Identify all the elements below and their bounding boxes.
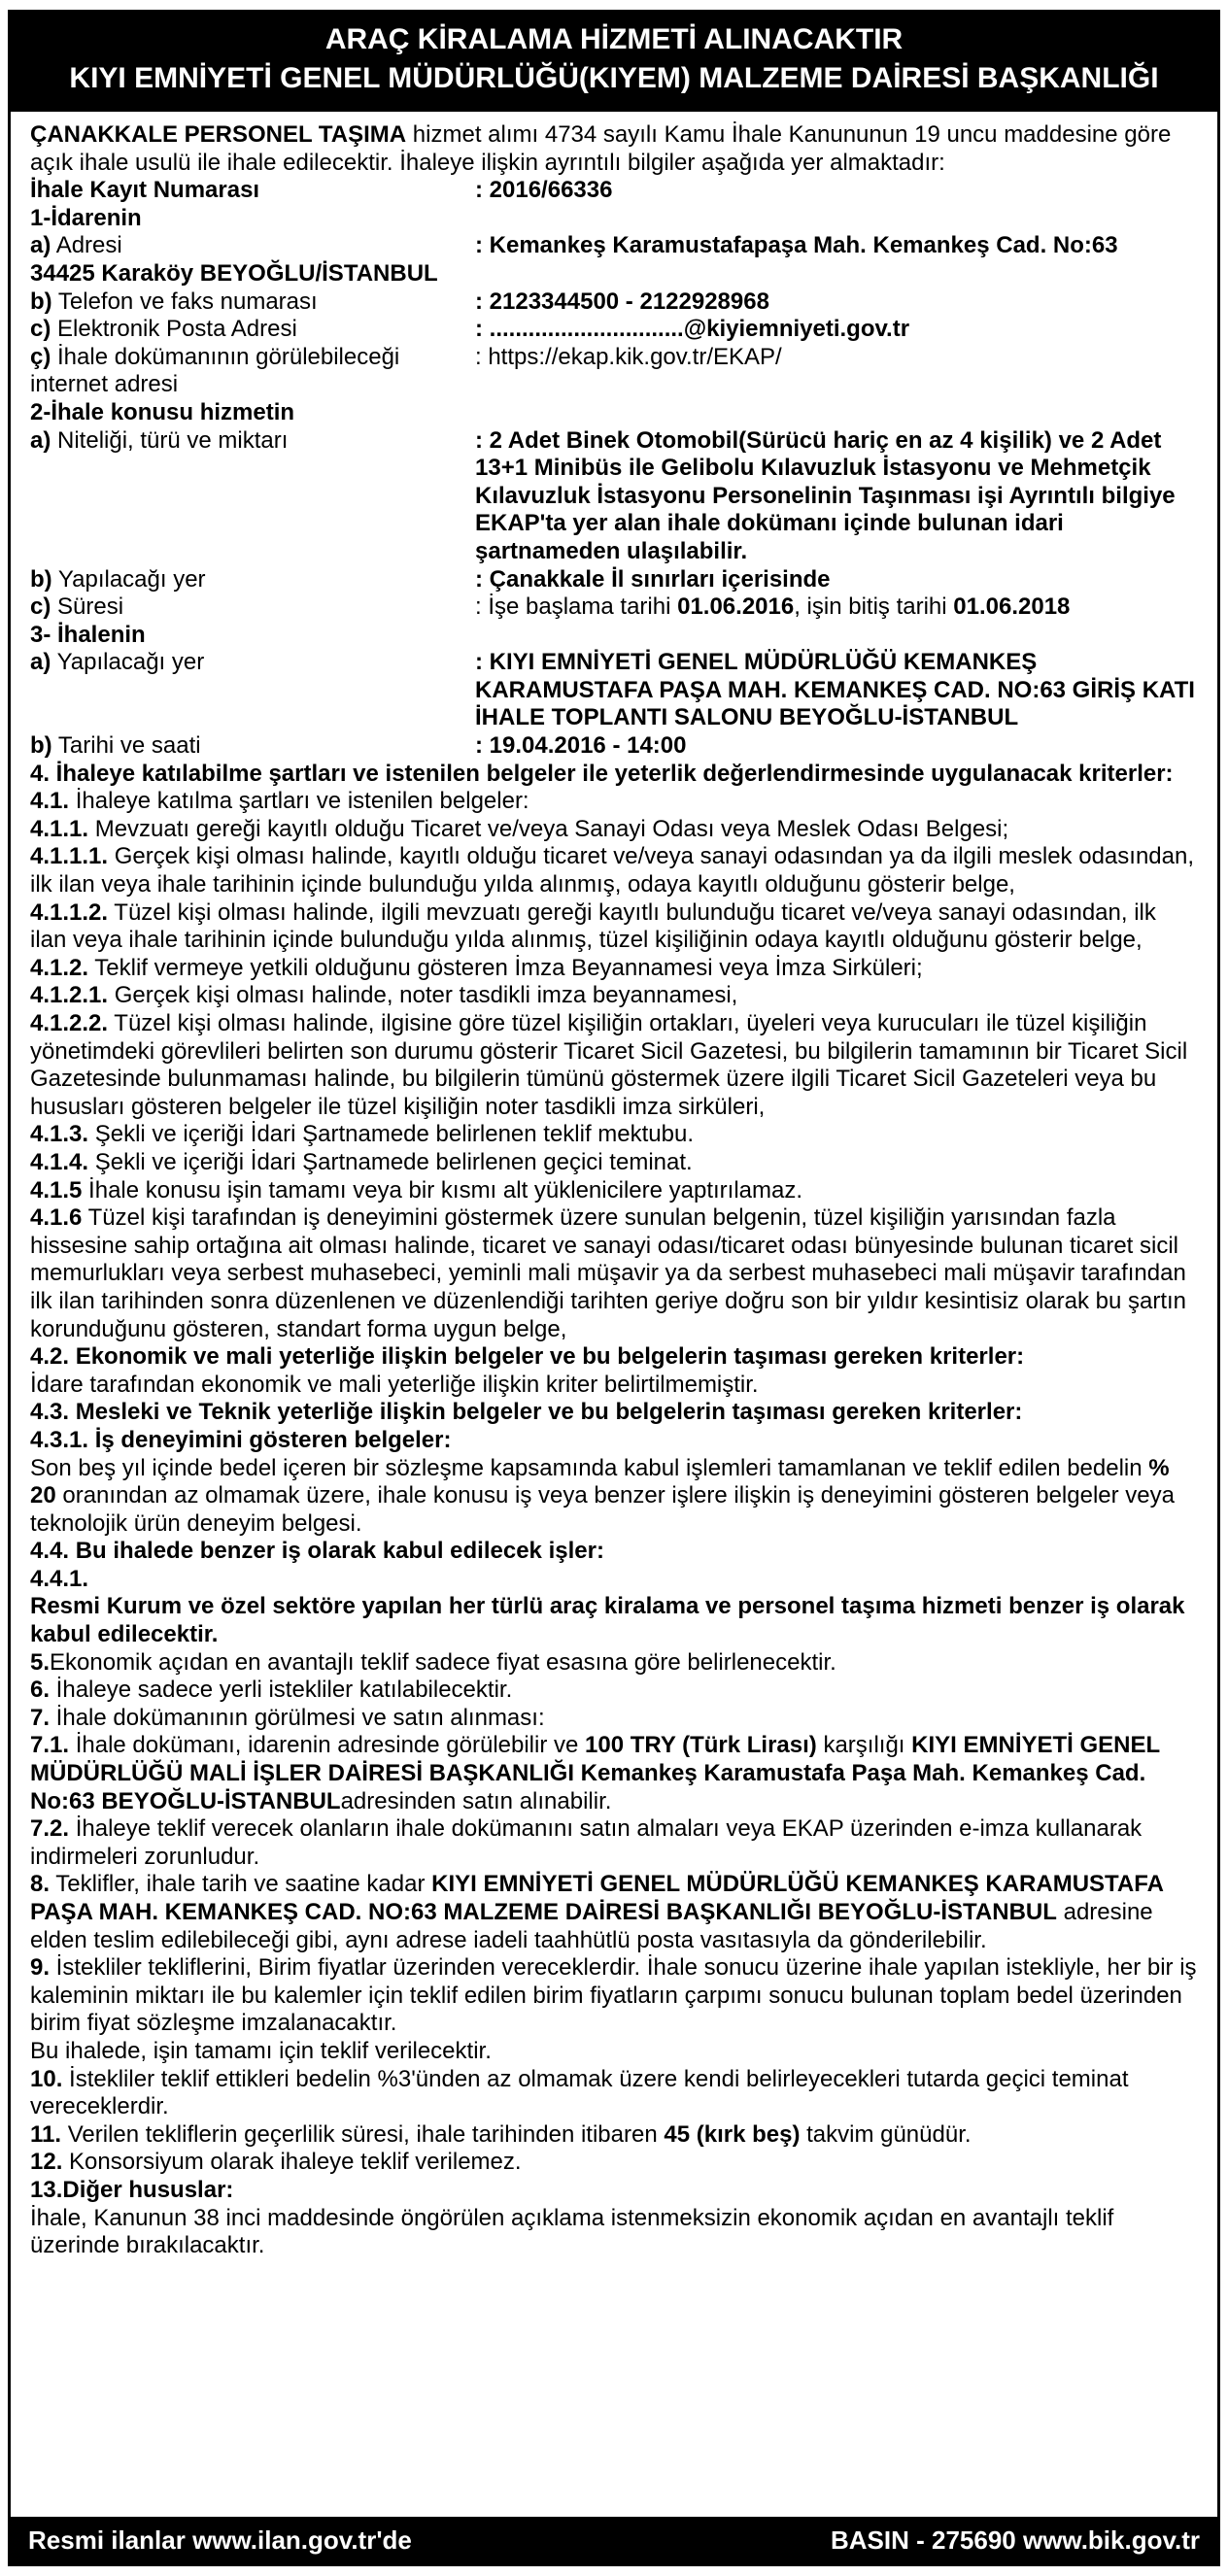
announcement-body — [11, 112, 1217, 2260]
tender-location-label: Yapılacağı yer — [51, 649, 205, 676]
clause-13-text: İhale, Kanunun 38 inci maddesinde öngörülen açıklama istenmeksizin ekonomik açıdan en avantajlı teklif üzerinde bırakılacaktır. — [30, 2204, 1114, 2259]
clause-5: 5.Ekonomik açıdan en avantajlı teklif sadece fiyat esasına göre belirlenecektir. — [30, 1648, 836, 1676]
clause-4-1-6: 4.1.6 Tüzel kişi tarafından iş deneyimini göstermek üzere sunulan belgenin, tüzel kişiliğin yarısından fazla hissesine sahip ortağına ait olması halinde, ticaret ve sanayi odası/ticaret odası bünyesinde bulunan ticaret sicil memurlukları veya serbest muhasebeci, yeminli mali müşavir ya da serbest muhasebeci mali müşavir tarafından ilk ilan tarihinden sonra düzenlenen ve düzenlendiği tarihten geriye doğru son bir yıldır kesintisiz olarak bu şartın korunduğunu gösteren, standart forma uygun belge, — [30, 1204, 1187, 1342]
clause-6: 6. İhaleye sadece yerli istekliler katılabilecektir. — [30, 1677, 513, 1704]
validity-period: 45 (kırk beş) — [664, 2120, 801, 2148]
clause-4-1-1: 4.1.1. Mevzuatı gereği kayıtlı olduğu Ticaret ve/veya Sanayi Odası veya Meslek Odası Belgesi; — [30, 815, 1009, 842]
section-2-title: 2-İhale konusu hizmetin — [30, 398, 295, 425]
clause-4-1-3: 4.1.3. Şekli ve içeriği İdari Şartnamede belirlenen teklif mektubu. — [30, 1121, 695, 1148]
clause-4-1-5: 4.1.5 İhale konusu işin tamamı veya bir kısmı alt yüklenicilere yaptırılamaz. — [30, 1176, 803, 1203]
announcement-footer — [11, 2517, 1217, 2563]
address-continuation: 34425 Karaköy BEYOĞLU/İSTANBUL — [30, 259, 438, 287]
service-location-row: b) Yapılacağı yer : Çanakkale İl sınırları içerisinde — [30, 566, 1198, 594]
tender-date-value: : 19.04.2016 - 14:00 — [475, 732, 687, 760]
footer-official-ads-link[interactable]: Resmi ilanlar www.ilan.gov.tr'de — [28, 2525, 412, 2555]
registration-value: : 2016/66336 — [475, 177, 613, 204]
document-sale-office: KIYI EMNİYETİ GENEL MÜDÜRLÜĞÜ MALİ İŞLER DAİRESİ BAŞKANLIĞI Kemankeş Karamustafa Paşa Mah. Kemankeş Cad. No:63 BEYOĞLU-İSTANBUL — [30, 1732, 1160, 1814]
clause-12: 12. Konsorsiyum olarak ihaleye teklif verilemez. — [30, 2149, 522, 2176]
service-nature-value: : 2 Adet Binek Otomobil(Sürücü hariç en az 4 kişilik) ve 2 Adet 13+1 Minibüs ile Gelibolu Kılavuzluk İstasyonu ve Mehmetçik Kılavuzluk İstasyonu Personelinin Taşınması işi Ayrıntılı bilgiye EKAP'ta yer alan ihale dokümanı içinde bulunan idari şartnameden ulaşılabilir. — [475, 426, 1176, 564]
document-price: 100 TRY (Türk Lirası) — [585, 1732, 817, 1759]
clause-7: 7. İhale dokümanının görülmesi ve satın alınması: — [30, 1704, 545, 1731]
section-1-title: 1-İdarenin — [30, 204, 142, 231]
tender-location-value: : KIYI EMNİYETİ GENEL MÜDÜRLÜĞÜ KEMANKEŞ KARAMUSTAFA PAŞA MAH. KEMANKEŞ CAD. NO:63 GİRİŞ KATI İHALE TOPLANTI SALONU BEYOĞLU-İSTANBUL — [475, 649, 1195, 731]
tender-location-row: a) Yapılacağı yer : KIYI EMNİYETİ GENEL MÜDÜRLÜĞÜ KEMANKEŞ KARAMUSTAFA PAŞA MAH. KEMANKEŞ CAD. NO:63 GİRİŞ KATI İHALE TOPLANTI SALONU BEYOĞLU-İSTANBUL — [30, 649, 1198, 732]
address-value: : Kemankeş Karamustafapaşa Mah. Kemankeş Cad. No:63 — [475, 232, 1118, 259]
bid-delivery-address: KIYI EMNİYETİ GENEL MÜDÜRLÜĞÜ KEMANKEŞ KARAMUSTAFA PAŞA MAH. KEMANKEŞ CAD. NO:63 MALZEME DAİRESİ BAŞKANLIĞI BEYOĞLU-İSTANBUL — [30, 1871, 1164, 1925]
clause-4-3-heading: 4.3. Mesleki ve Teknik yeterliğe ilişkin belgeler ve bu belgelerin taşıması gereken kriterler: — [30, 1399, 1023, 1426]
clause-10: 10. İstekliler teklif ettikleri bedelin %3'ünden az olmamak üzere kendi belirleyecekleri tutarda geçici teminat vereceklerdir. — [30, 2065, 1129, 2120]
experience-percentage: % 20 — [30, 1454, 1170, 1509]
email-value: : ..............................@kiyiemniyeti.gov.tr — [475, 316, 910, 343]
service-nature-label: Niteliği, türü ve miktarı — [51, 426, 289, 454]
phone-fax-value: : 2123344500 - 2122928968 — [475, 288, 769, 315]
start-date: 01.06.2016 — [677, 593, 795, 621]
header-title: ARAÇ KİRALAMA HİZMETİ ALINACAKTIR — [324, 23, 904, 55]
tender-announcement — [8, 10, 1220, 2566]
clause-4-3-1-text: Son beş yıl içinde bedel içeren bir sözleşme kapsamında kabul işlemleri tamamlanan ve teklif edilen bedelin % 20 oranından az olmamak üzere, ihale konusu iş veya benzer işlere ilişkin iş deneyimini gösteren belgeler veya teknolojik ürün deneyim belgesi. — [30, 1454, 1175, 1537]
intro-subject: ÇANAKKALE PERSONEL TAŞIMA — [30, 121, 407, 148]
service-nature-row: a) Niteliği, türü ve miktarı : 2 Adet Binek Otomobil(Sürücü hariç en az 4 kişilik) ve 2 Adet 13+1 Minibüs ile Gelibolu Kılavuzluk İstasyonu ve Mehmetçik Kılavuzluk İstasyonu Personelinin Taşınması işi Ayrıntılı bilgiye EKAP'ta yer alan ihale dokümanı içinde bulunan idari şartnameden ulaşılabilir. — [30, 427, 1198, 566]
clause-4-1-2-2: 4.1.2.2. Tüzel kişi olması halinde, ilgisine göre tüzel kişiliğin ortakları, üyeleri veya kurucuları ile tüzel kişiliğin yönetimdeki görevlileri belirten son durumu gösterir Ticaret Sicil Gazetesi, bu bilgilerin tamamının bir Ticaret Sicil Gazetesinde bulunmaması halinde, bu bilgilerin tümünü göstermek üzere ilgili Ticaret Sicil Gazeteleri veya bu hususları gösteren belgeler ile tüzel kişiliğin noter tasdikli imza sirküleri, — [30, 1010, 1188, 1120]
clause-7-1: 7.1. İhale dokümanı, idarenin adresinde görülebilir ve 100 TRY (Türk Lirası) karşılığı KIYI EMNİYETİ GENEL MÜDÜRLÜĞÜ MALİ İŞLER DAİRESİ BAŞKANLIĞI Kemankeş Karamustafa Paşa Mah. Kemankeş Cad. No:63 BEYOĞLU-İSTANBULadresinden satın alınabilir. — [30, 1732, 1160, 1814]
service-location-label: Yapılacağı yer — [51, 565, 206, 593]
clause-4-4-heading: 4.4. Bu ihalede benzer iş olarak kabul edilecek işler: — [30, 1538, 604, 1565]
phone-fax-row: b) Telefon ve faks numarası : 2123344500 - 2122928968 — [30, 288, 1198, 317]
clause-13-heading: 13.Diğer hususlar: — [30, 2176, 234, 2203]
phone-fax-label: Telefon ve faks numarası — [51, 288, 318, 315]
clause-7-2: 7.2. İhaleye teklif verecek olanların ihale dokümanını satın almaları veya EKAP üzerinden e-imza kullanarak indirmeleri zorunludur. — [30, 1815, 1143, 1870]
address-row: a) Adresi : Kemankeş Karamustafapaşa Mah. Kemankeş Cad. No:63 — [30, 232, 1198, 260]
clause-4-1-1-2: 4.1.1.2. Tüzel kişi olması halinde, ilgili mevzuatı gereği kayıtlı bulunduğu ticaret ve/veya sanayi odasından, ilk ilan veya ihale tarihinin içinde bulunduğu yılda alınmış, tüzel kişiliğinin odaya kayıtlı olduğunu gösterir belge, — [30, 898, 1156, 954]
email-row: c) Elektronik Posta Adresi : ..............................@kiyiemniyeti.gov.tr — [30, 316, 1198, 344]
footer-press-code[interactable]: BASIN - 275690 www.bik.gov.tr — [831, 2525, 1200, 2555]
intro-paragraph — [30, 121, 1198, 177]
clause-4-3-1-heading: 4.3.1. İş deneyimini gösteren belgeler: — [30, 1426, 452, 1453]
clause-4-4-1-number: 4.4.1. — [30, 1565, 89, 1592]
tender-registration-row — [30, 177, 1198, 205]
announcement-header — [11, 13, 1217, 112]
document-url-value[interactable]: : https://ekap.kik.gov.tr/EKAP/ — [475, 343, 782, 370]
clause-4-4-1-text: Resmi Kurum ve özel sektöre yapılan her türlü araç kiralama ve personel taşıma hizmeti benzer iş olarak kabul edilecektir. — [30, 1593, 1185, 1648]
clause-4-2-text: İdare tarafından ekonomik ve mali yeterliğe ilişkin kriter belirtilmemiştir. — [30, 1371, 759, 1398]
service-duration-label: Süresi — [51, 593, 124, 621]
email-label: Elektronik Posta Adresi — [51, 316, 297, 343]
service-location-value: : Çanakkale İl sınırları içerisinde — [475, 565, 831, 593]
clause-4-1-2-1: 4.1.2.1. Gerçek kişi olması halinde, noter tasdikli imza beyannamesi, — [30, 982, 738, 1009]
tender-date-row: b) Tarihi ve saati : 19.04.2016 - 14:00 — [30, 732, 1198, 761]
clause-4-2-heading: 4.2. Ekonomik ve mali yeterliğe ilişkin belgeler ve bu belgelerin taşıması gereken kriterler: — [30, 1343, 1025, 1371]
clause-9-note: Bu ihalede, işin tamamı için teklif verilecektir. — [30, 2037, 492, 2064]
document-url-row: ç) İhale dokümanının görülebileceği internet adresi : https://ekap.kik.gov.tr/EKAP/ — [30, 344, 1198, 399]
clause-8: 8. Teklifler, ihale tarih ve saatine kadar KIYI EMNİYETİ GENEL MÜDÜRLÜĞÜ KEMANKEŞ KARAMUSTAFA PAŞA MAH. KEMANKEŞ CAD. NO:63 MALZEME DAİRESİ BAŞKANLIĞI BEYOĞLU-İSTANBUL adresine elden teslim edilebileceği gibi, aynı adrese iadeli taahhütlü posta vasıtasıyla da gönderilebilir. — [30, 1871, 1164, 1953]
clause-4-1-2: 4.1.2. Teklif vermeye yetkili olduğunu gösteren İmza Beyannamesi veya İmza Sirküleri; — [30, 954, 923, 981]
registration-label: İhale Kayıt Numarası — [30, 177, 260, 204]
clause-9: 9. İstekliler tekliflerini, Birim fiyatlar üzerinden vereceklerdir. İhale sonucu üzerine ihale yapılan istekliyle, her bir iş kaleminin miktarı ile bu kalemler için teklif edilen birim fiyatların çarpımı sonucu bulunan toplam bedel üzerinden birim fiyat sözleşme imzalanacaktır. — [30, 1954, 1197, 2037]
section-3-title: 3- İhalenin — [30, 621, 146, 648]
document-url-label: İhale dokümanının görülebileceği internet adresi — [30, 343, 400, 398]
service-duration-value: : İşe başlama tarihi 01.06.2016, işin bitiş tarihi 01.06.2018 — [475, 593, 1071, 621]
clause-4-1: 4.1. İhaleye katılma şartları ve istenilen belgeler: — [30, 788, 529, 815]
clause-4-1-4: 4.1.4. Şekli ve içeriği İdari Şartnamede belirlenen geçici teminat. — [30, 1148, 693, 1175]
end-date: 01.06.2018 — [953, 593, 1071, 621]
header-institution: KIYI EMNİYETİ GENEL MÜDÜRLÜĞÜ(KIYEM) MALZEME DAİRESİ BAŞKANLIĞI — [69, 62, 1159, 94]
clause-11: 11. Verilen tekliflerin geçerlilik süresi, ihale tarihinden itibaren 45 (kırk beş) takvim günüdür. — [30, 2120, 972, 2148]
intro-text: hizmet alımı 4734 sayılı Kamu İhale Kanununun 19 uncu maddesine göre açık ihale usulü ile ihale edilecektir. İhaleye ilişkin ayrıntılı bilgiler aşağıda yer almaktadır: — [30, 121, 1172, 176]
address-label: Adresi — [51, 232, 122, 259]
clause-4-1-1-1: 4.1.1.1. Gerçek kişi olması halinde, kayıtlı olduğu ticaret ve/veya sanayi odasından ya da ilgili meslek odasından, ilk ilan veya ihale tarihinin içinde bulunduğu yılda alınmış, odaya kayıtlı olduğunu gösterir belge, — [30, 843, 1194, 898]
tender-date-label: Tarihi ve saati — [51, 732, 201, 760]
section-4-title: 4. İhaleye katılabilme şartları ve istenilen belgeler ile yeterlik değerlendirmesinde uygulanacak kriterler: — [30, 760, 1174, 787]
service-duration-row: c) Süresi : İşe başlama tarihi 01.06.2016, işin bitiş tarihi 01.06.2018 — [30, 593, 1198, 622]
